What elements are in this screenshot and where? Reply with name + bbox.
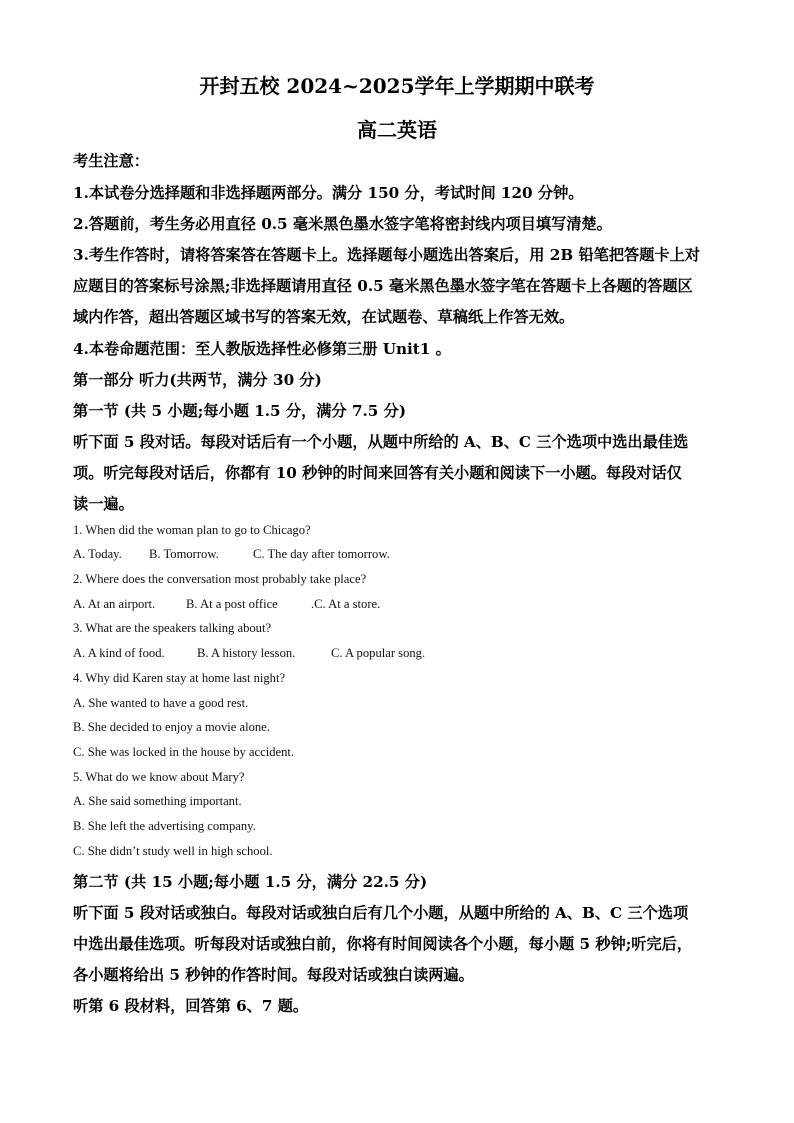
notice-item: 2.答题前，考生务必用直径 0.5 毫米黑色墨水签字笔将密封线内项目填写清楚。	[73, 215, 612, 233]
part-heading: 第一部分 听力(共两节，满分 30 分)	[73, 371, 322, 389]
section-instructions: 听下面 5 段对话。每段对话后有一个小题，从题中所给的 A、B、C 三个选项中选出最佳选	[73, 433, 689, 451]
notice-item: 应题目的答案标号涂黑;非选择题请用直径 0.5 毫米黑色墨水签字笔在答题卡上各题的答题区	[73, 277, 693, 295]
notice-item: 3.考生作答时，请将答案答在答题卡上。选择题每小题选出答案后，用 2B 铅笔把答题卡上对	[73, 246, 700, 264]
question-5: 5. What do we know about Mary?	[73, 770, 245, 784]
question-3: 3. What are the speakers talking about?	[73, 621, 272, 635]
notice-item: 域内作答，超出答题区域书写的答案无效，在试题卷、草稿纸上作答无效。	[73, 308, 575, 326]
option-a: A. At an airport.	[73, 597, 156, 611]
section-instructions: 项。听完每段对话后，你都有 10 秒钟的时间来回答有关小题和阅读下一小题。每段对话仅	[73, 464, 682, 482]
option-b: B. At a post office	[186, 597, 278, 611]
question-4-option-b: B. She decided to enjoy a movie alone.	[73, 720, 270, 734]
question-2: 2. Where does the conversation most probably take place?	[73, 572, 367, 586]
option-a: A. A kind of food.	[73, 646, 165, 660]
question-5-option-b: B. She left the advertising company.	[73, 819, 256, 833]
section-heading: 第二节 (共 15 小题;每小题 1.5 分，满分 22.5 分)	[73, 873, 428, 891]
section-instructions: 各小题将给出 5 秒钟的作答时间。每段对话或独白读两遍。	[73, 966, 474, 984]
option-c: .C. At a store.	[311, 597, 381, 611]
listening-material-label: 听第 6 段材料，回答第 6、7 题。	[73, 997, 309, 1015]
section-instructions: 读一遍。	[73, 495, 134, 513]
question-3-options	[73, 646, 425, 661]
question-4: 4. Why did Karen stay at home last night?	[73, 671, 286, 685]
option-a: A. Today.	[73, 547, 122, 561]
section-instructions: 中选出最佳选项。听每段对话或独白前，你将有时间阅读各个小题，每小题 5 秒钟;听完后，	[73, 935, 693, 953]
notice-heading: 考生注意：	[73, 152, 149, 170]
question-2-options	[73, 597, 380, 612]
notice-item: 1.本试卷分选择题和非选择题两部分。满分 150 分，考试时间 120 分钟。	[73, 184, 584, 202]
question-5-option-c: C. She didn’t study well in high school.	[73, 844, 273, 858]
question-1-options	[73, 547, 390, 562]
exam-title: 开封五校 2024~2025学年上学期期中联考	[199, 74, 595, 98]
section-instructions: 听下面 5 段对话或独白。每段对话或独白后有几个小题，从题中所给的 A、B、C 三个选项	[73, 904, 689, 922]
question-5-option-a: A. She said something important.	[73, 794, 242, 808]
option-b: B. A history lesson.	[197, 646, 296, 660]
exam-subject: 高二英语	[357, 118, 437, 142]
option-b: B. Tomorrow.	[149, 547, 219, 561]
option-c: C. The day after tomorrow.	[253, 547, 390, 561]
section-heading: 第一节 (共 5 小题;每小题 1.5 分，满分 7.5 分)	[73, 402, 407, 420]
question-4-option-c: C. She was locked in the house by accident.	[73, 745, 295, 759]
question-1: 1. When did the woman plan to go to Chicago?	[73, 523, 311, 537]
notice-item: 4.本卷命题范围：至人教版选择性必修第三册 Unit1 。	[73, 340, 451, 358]
question-4-option-a: A. She wanted to have a good rest.	[73, 696, 249, 710]
option-c: C. A popular song.	[331, 646, 426, 660]
